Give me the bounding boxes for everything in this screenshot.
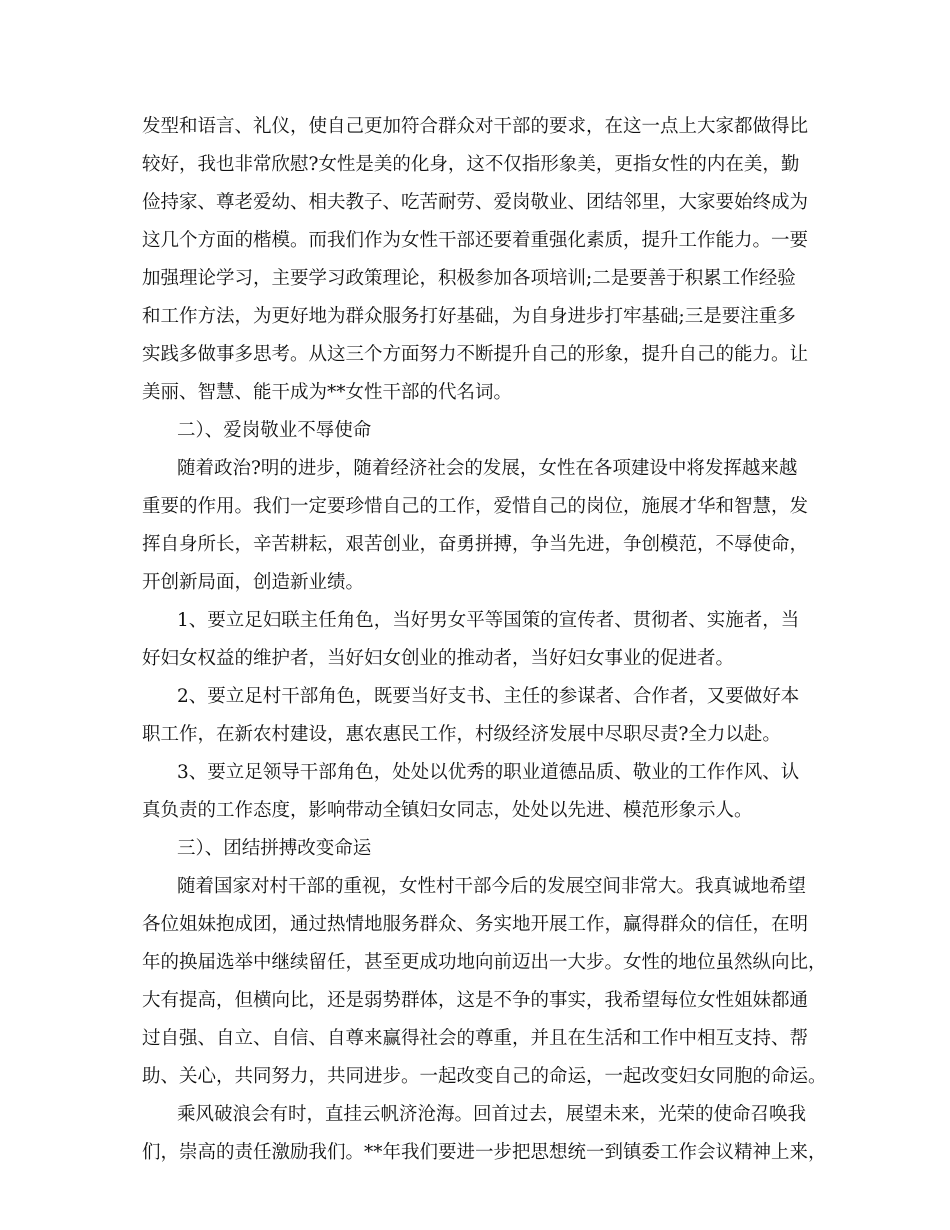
line-text: 职工作，在新农村建设，惠农惠民工作，村级经济发展中尽职尽责?全力以赴。 [142, 724, 781, 745]
paragraph-line [0, 150, 950, 180]
line-text: 随着国家对村干部的重视，女性村干部今后的发展空间非常大。我真诚地希望 [177, 876, 807, 897]
line-text: 各位姐妹抱成团，通过热情地服务群众、务实地开展工作，赢得群众的信任，在明 [142, 914, 809, 935]
paragraph-line [0, 264, 950, 294]
line-text: 好妇女权益的维护者，当好妇女创业的推动者，当好妇女事业的促进者。 [142, 648, 735, 669]
paragraph-line [0, 910, 950, 940]
paragraph-line [0, 758, 950, 788]
paragraph-line [0, 644, 950, 674]
line-text: 挥自身所长，辛苦耕耘，艰苦创业，奋勇拼搏，争当先进，争创模范，不辱使命， [142, 534, 809, 555]
line-text: 1、要立足妇联主任角色，当好男女平等国策的宣传者、贯彻者、实施者，当 [177, 610, 800, 631]
paragraph-line [0, 720, 950, 750]
line-text: 美丽、智慧、能干成为**女性干部的代名词。 [142, 382, 513, 403]
section-heading-text: 二）、爱岗敬业不辱使命 [177, 420, 372, 441]
paragraph-line [0, 948, 950, 978]
section-heading [0, 834, 950, 864]
line-text: 大有提高，但横向比，还是弱势群体，这是不争的事实，我希望每位女性姐妹都通 [142, 990, 809, 1011]
paragraph-line [0, 378, 950, 408]
line-text: 重要的作用。我们一定要珍惜自己的工作，爱惜自己的岗位，施展才华和智慧，发 [142, 496, 809, 517]
section-heading-text: 三）、团结拼搏改变命运 [177, 838, 372, 859]
paragraph-line [0, 302, 950, 332]
line-text: 俭持家、尊老爱幼、相夫教子、吃苦耐劳、爱岗敬业、团结邻里，大家要始终成为 [142, 192, 809, 213]
paragraph-line [0, 1138, 950, 1168]
line-text: 3、要立足领导干部角色，处处以优秀的职业道德品质、敬业的工作作风、认 [177, 762, 800, 783]
line-text: 过自强、自立、自信、自尊来赢得社会的尊重，并且在生活和工作中相互支持、帮 [142, 1028, 809, 1049]
line-text: 年的换届选举中继续留任，甚至更成功地向前迈出一大步。女性的地位虽然纵向比， [142, 952, 827, 973]
line-text: 开创新局面，创造新业绩。 [142, 572, 365, 593]
paragraph-line [0, 606, 950, 636]
paragraph-line [0, 188, 950, 218]
paragraph-line [0, 1024, 950, 1054]
paragraph-line [0, 492, 950, 522]
paragraph-line [0, 872, 950, 902]
paragraph-line [0, 226, 950, 256]
line-text: 这几个方面的楷模。而我们作为女性干部还要着重强化素质，提升工作能力。一要 [142, 230, 809, 251]
paragraph-line [0, 112, 950, 142]
line-text: 较好，我也非常欣慰?女性是美的化身，这不仅指形象美，更指女性的内在美，勤 [142, 154, 800, 175]
paragraph-line [0, 986, 950, 1016]
paragraph-line [0, 568, 950, 598]
paragraph-line [0, 682, 950, 712]
paragraph-line [0, 1062, 950, 1092]
line-text: 2、要立足村干部角色，既要当好支书、主任的参谋者、合作者，又要做好本 [177, 686, 800, 707]
line-text: 发型和语言、礼仪，使自己更加符合群众对干部的要求，在这一点上大家都做得比 [142, 116, 809, 137]
paragraph-line [0, 454, 950, 484]
paragraph-line [0, 530, 950, 560]
line-text: 们，崇高的责任激励我们。**年我们要进一步把思想统一到镇委工作会议精神上来， [142, 1142, 827, 1163]
line-text: 随着政治?明的进步，随着经济社会的发展，女性在各项建设中将发挥越来越 [177, 458, 798, 479]
paragraph-line [0, 340, 950, 370]
paragraph-line [0, 1100, 950, 1130]
line-text: 和工作方法，为更好地为群众服务打好基础，为自身进步打牢基础;三是要注重多 [142, 306, 796, 327]
section-heading [0, 416, 950, 446]
line-text: 真负责的工作态度，影响带动全镇妇女同志，处处以先进、模范形象示人。 [142, 800, 753, 821]
line-text: 乘风破浪会有时，直挂云帆济沧海。回首过去，展望未来，光荣的使命召唤我 [177, 1104, 807, 1125]
line-text: 助、关心，共同努力，共同进步。一起改变自己的命运，一起改变妇女同胞的命运。 [142, 1066, 827, 1087]
paragraph-line [0, 796, 950, 826]
line-text: 加强理论学习，主要学习政策理论，积极参加各项培训;二是要善于积累工作经验 [142, 268, 796, 289]
line-text: 实践多做事多思考。从这三个方面努力不断提升自己的形象，提升自己的能力。让 [142, 344, 809, 365]
